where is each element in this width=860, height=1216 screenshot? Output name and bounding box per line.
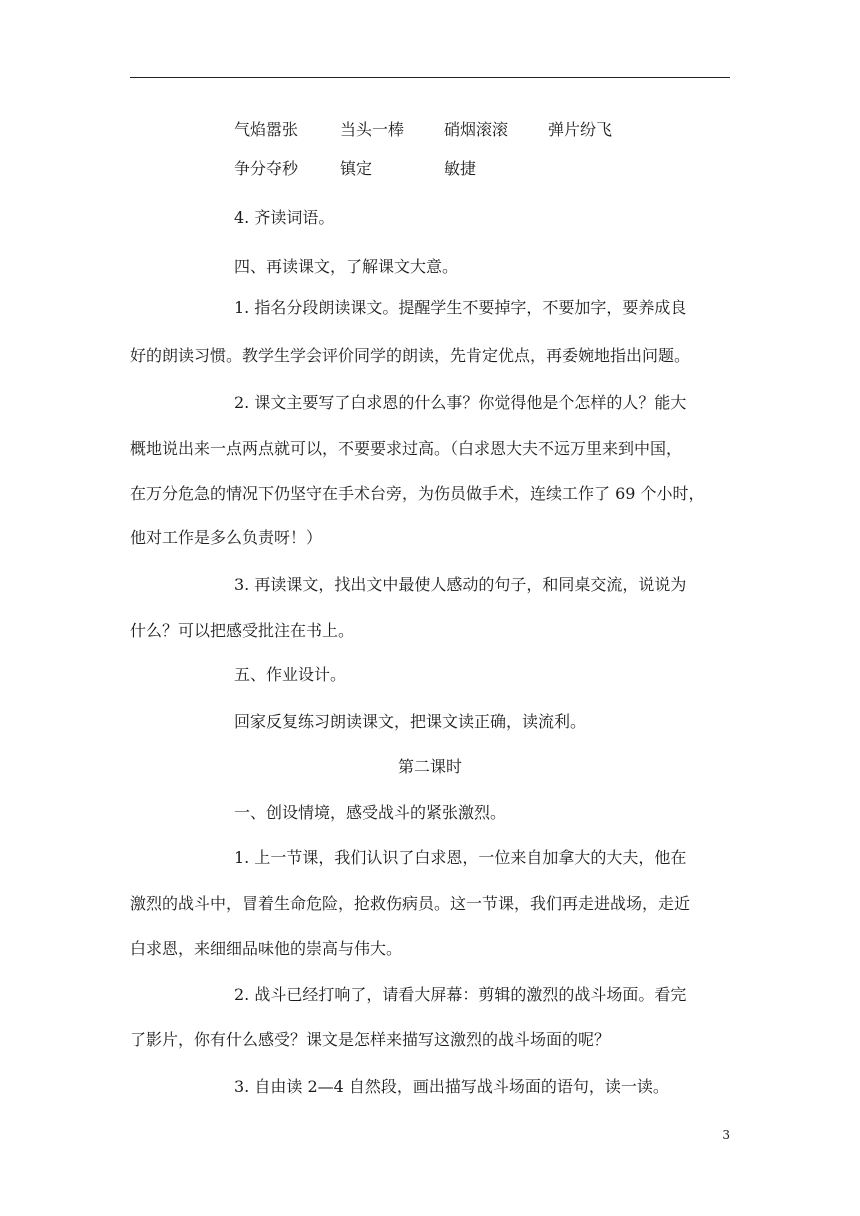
text-line: 2. 课文主要写了白求恩的什么事？你觉得他是个怎样的人？能大	[234, 393, 687, 412]
section-heading: 一、创设情境，感受战斗的紧张激烈。	[234, 803, 507, 822]
text-line: 他对工作是多么负责呀！）	[130, 528, 323, 547]
text-line: 了影片，你有什么感受？课文是怎样来描写这激烈的战斗场面的呢？	[130, 1030, 611, 1049]
lesson-title: 第二课时	[397, 757, 462, 776]
vocab-word: 当头一棒	[340, 120, 405, 139]
section-heading: 五、作业设计。	[234, 665, 347, 684]
text-line: 概地说出来一点两点就可以，不要要求过高。（白求恩大夫不远万里来到中国，	[130, 439, 683, 458]
text-line: 2. 战斗已经打响了，请看大屏幕：剪辑的激烈的战斗场面。看完	[234, 985, 687, 1004]
vocab-word: 弹片纷飞	[548, 120, 613, 139]
text-line: 1. 指名分段朗读课文。提醒学生不要掉字，不要加字，要养成良	[234, 298, 687, 317]
vocab-word: 敏捷	[444, 159, 477, 178]
vocab-word: 争分夺秒	[234, 159, 299, 178]
text-line: 1. 上一节课，我们认识了白求恩，一位来自加拿大的大夫，他在	[234, 848, 687, 867]
vocab-word: 气焰嚣张	[234, 120, 299, 139]
text-line: 什么？可以把感受批注在书上。	[130, 621, 355, 640]
vocab-word: 硝烟滚滚	[444, 120, 509, 139]
text-line: 3. 自由读 2—4 自然段，画出描写战斗场面的语句，读一读。	[234, 1077, 669, 1096]
vocab-word: 镇定	[340, 159, 373, 178]
text-line: 回家反复练习朗读课文，把课文读正确，读流利。	[234, 712, 587, 731]
text-line: 3. 再读课文，找出文中最使人感动的句子，和同桌交流，说说为	[234, 575, 687, 594]
page-number: 3	[722, 1128, 730, 1142]
section-heading: 四、再读课文，了解课文大意。	[234, 257, 459, 276]
text-line: 4. 齐读词语。	[234, 208, 335, 227]
text-line: 好的朗读习惯。教学生学会评价同学的朗读，先肯定优点，再委婉地指出问题。	[130, 346, 691, 365]
text-line: 在万分危急的情况下仍坚守在手术台旁，为伤员做手术，连续工作了 69 个小时，	[130, 484, 705, 503]
text-line: 激烈的战斗中，冒着生命危险，抢救伤病员。这一节课，我们再走进战场，走近	[130, 894, 691, 913]
header-rule	[130, 77, 730, 78]
text-line: 白求恩，来细细品味他的崇高与伟大。	[130, 939, 403, 958]
